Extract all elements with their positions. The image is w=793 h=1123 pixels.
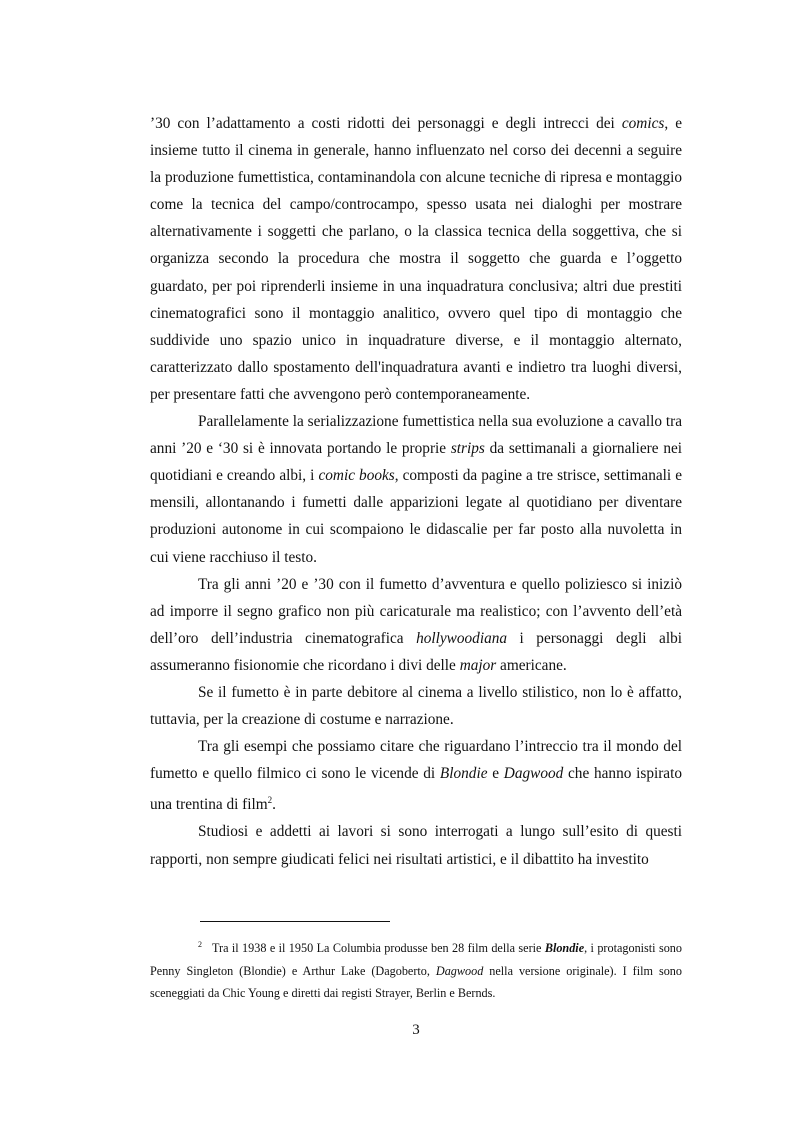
text-run: Tra gli esempi che possiamo citare che riguardano l’intreccio tra il mondo del fumetto e quello filmico ci sono le vicende di — [150, 738, 682, 783]
body-text — [150, 110, 682, 873]
text-run: americane. — [496, 656, 567, 674]
text-run: Parallelamente la serializzazione fumettistica nella sua evoluzione a cavallo tra anni ’20 e ‘30 si è innovata portando le proprie — [150, 413, 682, 458]
text-run: , i protagonisti sono Penny Singleton (Blondie) e Arthur Lake (Dagoberto, — [150, 941, 682, 978]
footnote-text — [150, 941, 682, 1000]
text-run: . — [272, 796, 276, 814]
italic-text: Dagwood — [503, 765, 564, 783]
text-run: Studiosi e addetti ai lavori si sono interrogati a lungo sull’esito di questi rapporti, non sempre giudicati felici nei risultati artistici, e il dibattito ha investito — [150, 823, 682, 868]
text-run: Tra gli anni ’20 e ’30 con il fumetto d’avventura e quello poliziesco si iniziò ad imporre il segno grafico non più caricaturale ma realistico; con l’avvento dell’età dell’oro dell’industria cinematografica — [150, 575, 682, 647]
italic-text: comic books — [318, 467, 395, 485]
paragraph-1 — [150, 110, 682, 408]
italic-text: major — [459, 656, 497, 674]
page-number: 3 — [412, 1022, 420, 1038]
text-run: nella versione originale). I film sono sceneggiati da Chic Young e diretti dai registi Strayer, Berlin e Bernds. — [150, 963, 682, 1000]
italic-text: hollywoodiana — [416, 629, 508, 647]
italic-text: Dagwood — [435, 963, 484, 978]
text-run: i personaggi degli albi assumeranno fisionomie che ricordano i divi delle — [150, 629, 682, 674]
text-run: Se il fumetto è in parte debitore al cinema a livello stilistico, non lo è affatto, tuttavia, per la creazione di costume e narrazione. — [150, 683, 682, 729]
italic-text: Blondie — [439, 765, 488, 783]
text-run: , e insieme tutto il cinema in generale, hanno influenzato nel corso dei decenni a seguire la produzione fumettistica, contaminandola con alcune tecniche di ripresa e montaggio come la tecnica del campo/controcampo, spesso usata nei dialoghi per mostrare alternativamente i soggetti che parlano, o la classica tecnica della soggettiva, che si organizza secondo la procedura che mostra il soggetto che guarda e l’oggetto guardato, per poi riprenderli insieme in una inquadratura conclusiva; altri due prestiti cinematografici sono il montaggio analitico, ovvero quel tipo di montaggio che suddivide uno spazio unico in inquadrature diverse, e il montaggio alternato, caratterizzato dallo spostamento dell'inquadratura avanti e indietro tra luoghi diversi, per presentare fatti che avvengono però contemporaneamente. — [150, 115, 682, 403]
footnote-separator — [200, 921, 390, 922]
paragraph-4 — [150, 679, 682, 733]
paragraph-5 — [150, 733, 682, 818]
footnote-reference: 2 — [267, 795, 273, 806]
text-run: Tra il 1938 e il 1950 La Columbia produsse ben 28 film della serie — [212, 941, 545, 955]
footnote — [150, 934, 682, 1005]
bold-italic-text: Blondie — [544, 941, 585, 955]
italic-text: comics — [621, 115, 665, 132]
text-run: ’30 con l’adattamento a costi ridotti dei personaggi e degli intrecci dei — [150, 115, 622, 132]
bold-text — [545, 941, 584, 955]
paragraph-3 — [150, 571, 682, 679]
text-run: , composti da pagine a tre strisce, settimanali e mensili, allontanando i fumetti dalle apparizioni legate al quotidiano per diventare produzioni autonome in cui scompaiono le didascalie per far posto alla nuvoletta in cui viene racchiuso il testo. — [150, 467, 682, 566]
text-run: che hanno ispirato una trentina di film — [150, 765, 683, 814]
text-run: e — [487, 765, 504, 783]
paragraph-2 — [150, 408, 682, 571]
paragraph-6 — [150, 818, 682, 872]
italic-text: strips — [450, 440, 485, 458]
footnote-marker: 2 — [198, 940, 202, 949]
text-run: da settimanali a giornaliere nei quotidiani e creando albi, i — [150, 440, 683, 485]
